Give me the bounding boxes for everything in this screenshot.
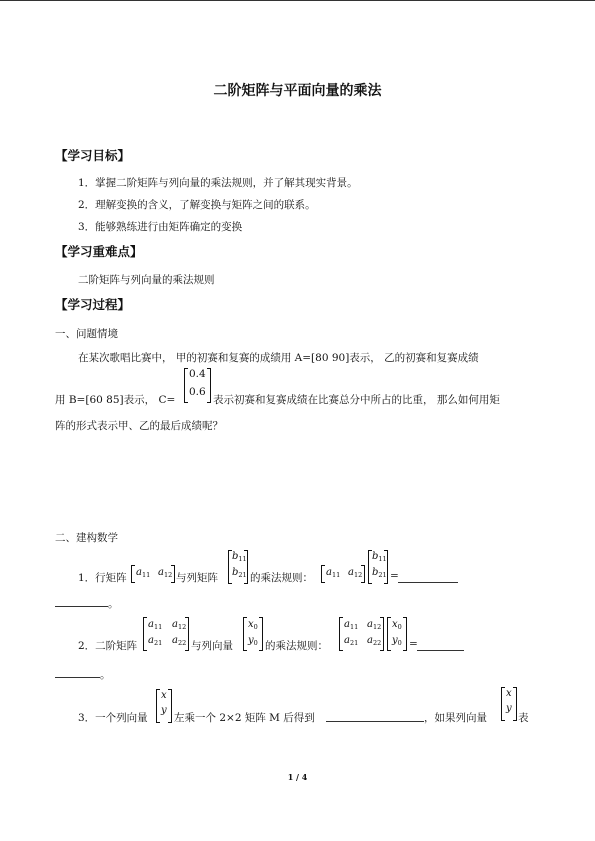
page-number: 1 / 4: [287, 772, 308, 782]
top-rule: [0, 0, 595, 1]
item2-label-c: 的乘法规则：: [265, 640, 328, 652]
vec-left-bracket: [243, 617, 247, 651]
col-matrix-b11: $b_{11}$: [232, 551, 247, 563]
process-heading: 【学习过程】: [55, 297, 131, 312]
item2-label-a: 2．二阶矩阵: [78, 640, 138, 652]
item3-label-b: 左乘一个 2×2 矩阵 M 后得到: [174, 712, 315, 724]
goal-item-2: 2．理解变换的含义，了解变换与矩阵之间的联系。: [78, 199, 316, 211]
item3-vec-left-bracket: [156, 689, 160, 723]
matrix-c-left-bracket: [184, 368, 188, 403]
part1-line2a: 用 B=[60 85]表示， C=: [55, 394, 176, 406]
item2-end: 。: [100, 669, 111, 681]
item3-label-c: ，如果列向量: [424, 712, 487, 724]
col-matrix-b21: $b_{21}$: [232, 567, 247, 579]
item3-vec-y: y: [161, 705, 167, 716]
vec-right-bracket: [259, 617, 263, 651]
vec-x0: $x_0$: [248, 619, 258, 631]
item1-label-b: 与列矩阵: [176, 572, 218, 584]
matrix-c-bottom: 0.6: [189, 386, 206, 398]
mat2-right-bracket: [185, 617, 189, 651]
row-matrix-a11: $a_{11}$: [136, 567, 151, 579]
mat2-a21: $a_{21}$: [148, 635, 163, 647]
item1-label-c: 的乘法规则：: [250, 572, 313, 584]
matrix-c-right-bracket: [207, 368, 211, 403]
mat2-left-bracket: [143, 617, 147, 651]
item2-blank-1[interactable]: [417, 650, 464, 651]
key-text: 二阶矩阵与列向量的乘法规则: [78, 274, 215, 286]
prod1-a12: $a_{12}$: [348, 567, 363, 579]
prod2-vec-left-bracket: [387, 617, 391, 651]
matrix-c-top: 0.4: [189, 368, 206, 380]
key-heading: 【学习重难点】: [55, 244, 143, 259]
mat2-a12: $a_{12}$: [172, 619, 187, 631]
prod2-a21: $a_{21}$: [344, 635, 359, 647]
item3-label-a: 3．一个列向量: [78, 712, 148, 724]
item3-vec-x: x: [161, 690, 167, 701]
item1-equals: =: [390, 570, 399, 582]
item1-end: 。: [108, 598, 119, 610]
part1-line2b: 表示初赛和复赛成绩在比赛总分中所占的比重， 那么如何用矩: [213, 394, 500, 406]
item1-blank-2[interactable]: [55, 606, 108, 607]
mat2-a22: $a_{22}$: [172, 635, 187, 647]
part1-heading: 一、问题情境: [55, 328, 118, 340]
item2-blank-2[interactable]: [55, 677, 100, 678]
row-matrix-left-bracket: [131, 565, 135, 583]
prod2-a11: $a_{11}$: [344, 619, 359, 631]
page-title: 二阶矩阵与平面向量的乘法: [213, 83, 382, 99]
item2-equals: =: [409, 638, 418, 650]
prod2-x0: $x_0$: [392, 619, 402, 631]
item3-vec2-x: x: [506, 688, 512, 699]
prod2-mat-left-bracket: [339, 617, 343, 651]
prod2-mat-right-bracket: [380, 617, 384, 651]
item3-vec2-y: y: [506, 703, 512, 714]
item3-vec-right-bracket: [168, 689, 172, 723]
item3-blank[interactable]: [326, 721, 424, 722]
part1-line1: 在某次歌唱比赛中， 甲的初赛和复赛的成绩用 A=[80 90]表示， 乙的初赛和复赛成绩: [78, 352, 479, 364]
prod1-b21: $b_{21}$: [372, 567, 387, 579]
prod2-y0: $y_0$: [392, 635, 402, 647]
mat2-a11: $a_{11}$: [148, 619, 163, 631]
prod2-a12: $a_{12}$: [367, 619, 382, 631]
prod2-vec-right-bracket: [403, 617, 407, 651]
goal-item-1: 1．掌握二阶矩阵与列向量的乘法规则，并了解其现实背景。: [78, 177, 358, 189]
vec-y0: $y_0$: [248, 635, 258, 647]
item1-label-a: 1．行矩阵: [78, 572, 127, 584]
prod2-a22: $a_{22}$: [367, 635, 382, 647]
prod1-col-right-bracket: [384, 550, 388, 584]
item3-vec2-left-bracket: [501, 687, 505, 721]
item3-vec2-right-bracket: [513, 687, 517, 721]
item1-blank-1[interactable]: [398, 582, 458, 583]
item3-label-d: 表: [518, 712, 529, 724]
col-matrix-right-bracket: [244, 550, 248, 584]
prod1-b11: $b_{11}$: [372, 551, 387, 563]
prod1-row-right-bracket: [361, 565, 365, 583]
row-matrix-right-bracket: [171, 565, 175, 583]
prod1-row-left-bracket: [321, 565, 325, 583]
row-matrix-a12: $a_{12}$: [158, 567, 173, 579]
goals-heading: 【学习目标】: [55, 148, 131, 163]
part1-line3: 阵的形式表示甲、乙的最后成绩呢？: [55, 420, 223, 432]
goal-item-3: 3．能够熟练进行由矩阵确定的变换: [78, 221, 243, 233]
prod1-a11: $a_{11}$: [326, 567, 341, 579]
part2-heading: 二、建构数学: [55, 532, 118, 544]
item2-label-b: 与列向量: [191, 640, 233, 652]
